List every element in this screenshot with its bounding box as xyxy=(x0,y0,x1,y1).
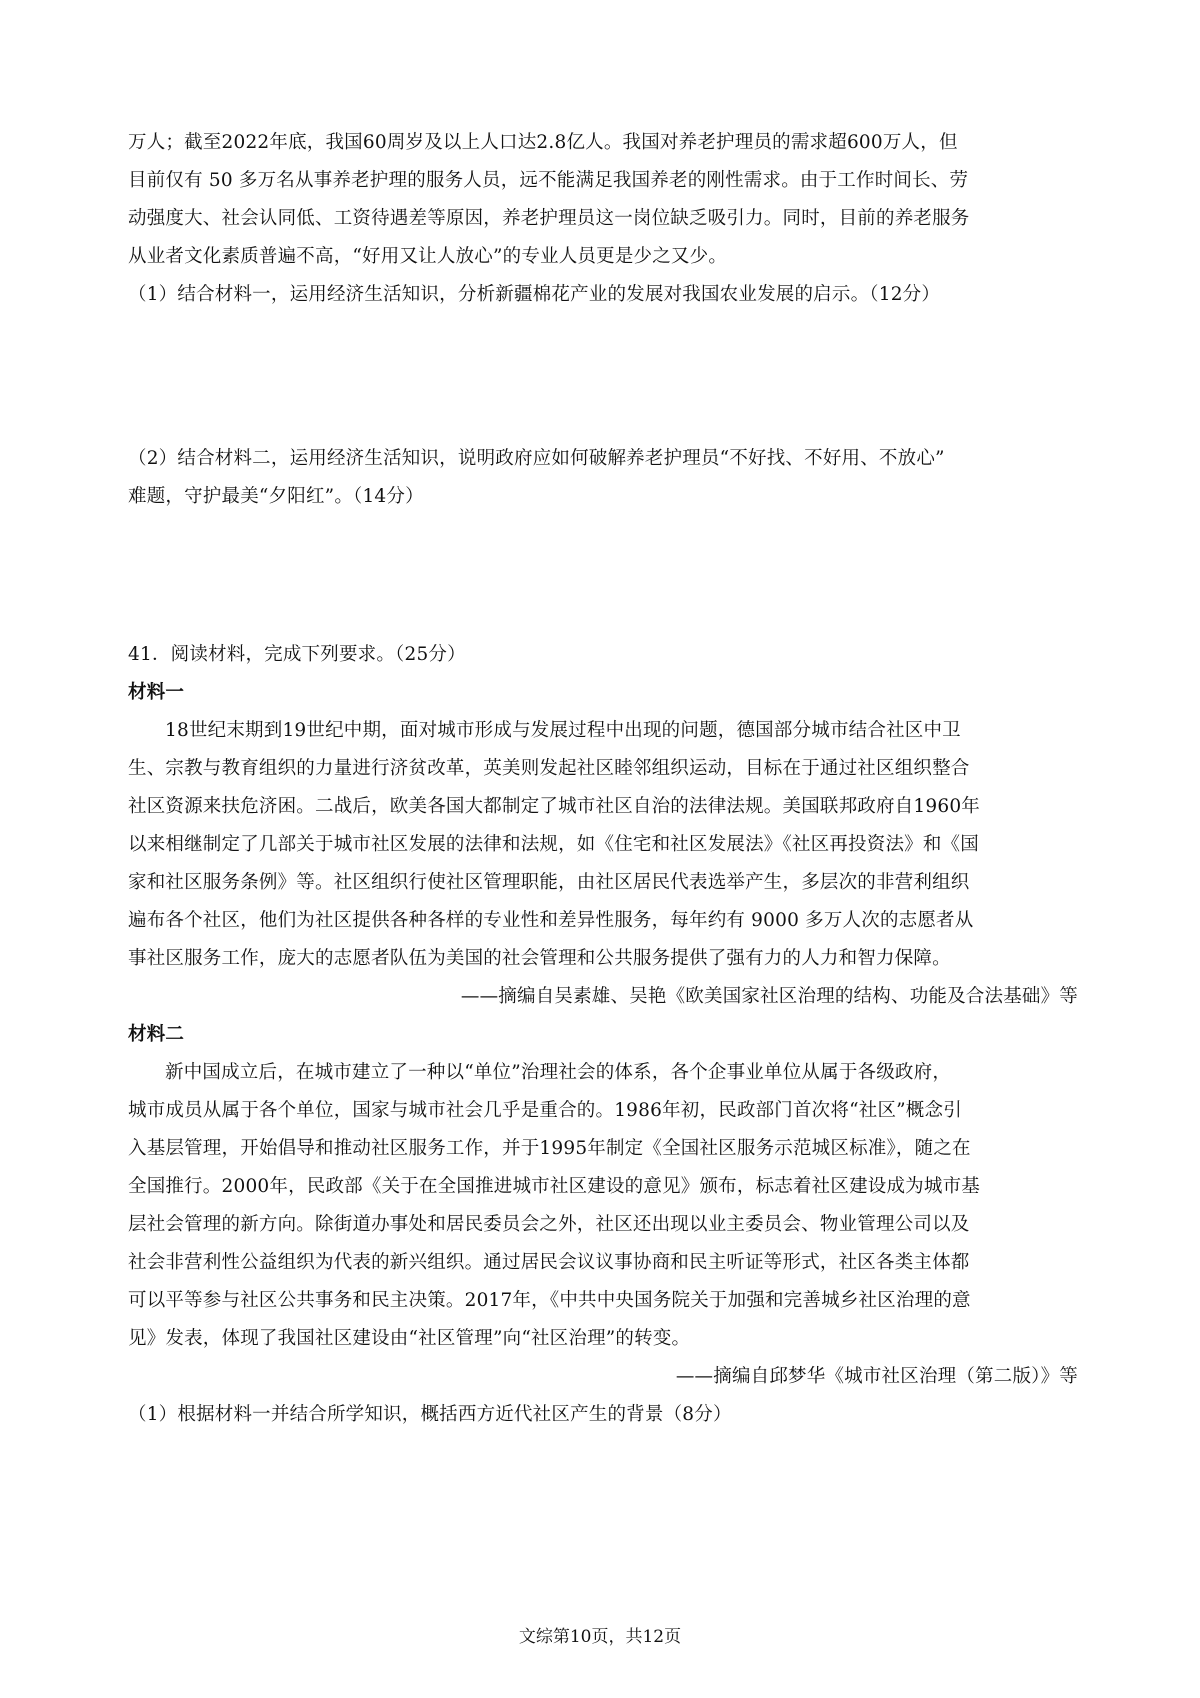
text-line: 见》发表，体现了我国社区建设由“社区管理”向“社区治理”的转变。 xyxy=(128,1328,691,1349)
question-40-part-2 xyxy=(128,440,1078,516)
text-line: 动强度大、社会认同低、工资待遇差等原因，养老护理员这一岗位缺乏吸引力。同时，目前的养老服务 xyxy=(128,208,970,229)
text-line: 社会非营利性公益组织为代表的新兴组织。通过居民会议议事协商和民主听证等形式，社区各类主体都 xyxy=(128,1252,970,1273)
material-2-text xyxy=(128,1054,1078,1358)
text-line: （2）结合材料二，运用经济生活知识，说明政府应如何破解养老护理员“不好找、不好用、不放心” xyxy=(128,448,945,469)
text-line: 目前仅有 50 多万名从事养老护理的服务人员，远不能满足我国养老的刚性需求。由于工作时间长、劳 xyxy=(128,170,969,191)
text-line: 生、宗教与教育组织的力量进行济贫改革，英美则发起社区睦邻组织运动，目标在于通过社区组织整合 xyxy=(128,758,970,779)
material-1-source: ——摘编自吴素雄、吴艳《欧美国家社区治理的结构、功能及合法基础》等 xyxy=(460,986,1078,1007)
text-line: 入基层管理，开始倡导和推动社区服务工作，并于1995年制定《全国社区服务示范城区标准》，随之在 xyxy=(128,1138,971,1159)
text-line: 18世纪末期到19世纪中期，面对城市形成与发展过程中出现的问题，德国部分城市结合社区中卫 xyxy=(165,720,961,741)
intro-paragraph xyxy=(128,124,1078,314)
text-line: 事社区服务工作，庞大的志愿者队伍为美国的社会管理和公共服务提供了强有力的人力和智力保障。 xyxy=(128,948,951,969)
text-line: 万人；截至2022年底，我国60周岁及以上人口达2.8亿人。我国对养老护理员的需求超600万人，但 xyxy=(128,132,958,153)
question-41-heading: 41．阅读材料，完成下列要求。（25分） xyxy=(128,644,466,665)
text-line: 层社会管理的新方向。除街道办事处和居民委员会之外，社区还出现以业主委员会、物业管理公司以及 xyxy=(128,1214,970,1235)
text-line: 全国推行。2000年，民政部《关于在全国推进城市社区建设的意见》颁布，标志着社区建设成为城市基 xyxy=(128,1176,980,1197)
material-2-source: ——摘编自邱梦华《城市社区治理（第二版）》等 xyxy=(675,1366,1078,1387)
question-41-part-1: （1）根据材料一并结合所学知识，概括西方近代社区产生的背景（8分） xyxy=(128,1404,732,1425)
material-1-text xyxy=(128,712,1078,978)
material-2-label: 材料二 xyxy=(128,1024,185,1045)
text-line: 以来相继制定了几部关于城市社区发展的法律和法规，如《住宅和社区发展法》《社区再投资法》和《国 xyxy=(128,834,979,855)
material-1-label: 材料一 xyxy=(128,682,185,703)
text-line: 新中国成立后，在城市建立了一种以“单位”治理社会的体系，各个企事业单位从属于各级政府， xyxy=(165,1062,952,1083)
text-line: 可以平等参与社区公共事务和民主决策。2017年，《中共中央国务院关于加强和完善城乡社区治理的意 xyxy=(128,1290,971,1311)
text-line: 社区资源来扶危济困。二战后，欧美各国大都制定了城市社区自治的法律法规。美国联邦政府自1960年 xyxy=(128,796,980,817)
text-line: 遍布各个社区，他们为社区提供各种各样的专业性和差异性服务，每年约有 9000 多万人次的志愿者从 xyxy=(128,910,974,931)
page-footer: 文综第10页，共12页 xyxy=(518,1627,682,1647)
text-line: 城市成员从属于各个单位，国家与城市社会几乎是重合的。1986年初，民政部门首次将“社区”概念引 xyxy=(128,1100,962,1121)
text-line: 从业者文化素质普遍不高，“好用又让人放心”的专业人员更是少之又少。 xyxy=(128,246,728,267)
question-41 xyxy=(128,636,1078,1434)
text-line: 家和社区服务条例》等。社区组织行使社区管理职能，由社区居民代表选举产生，多层次的非营利组织 xyxy=(128,872,970,893)
text-line: 难题，守护最美“夕阳红”。（14分） xyxy=(128,486,424,507)
question-40-part-1: （1）结合材料一，运用经济生活知识，分析新疆棉花产业的发展对我国农业发展的启示。（12分） xyxy=(128,284,941,305)
